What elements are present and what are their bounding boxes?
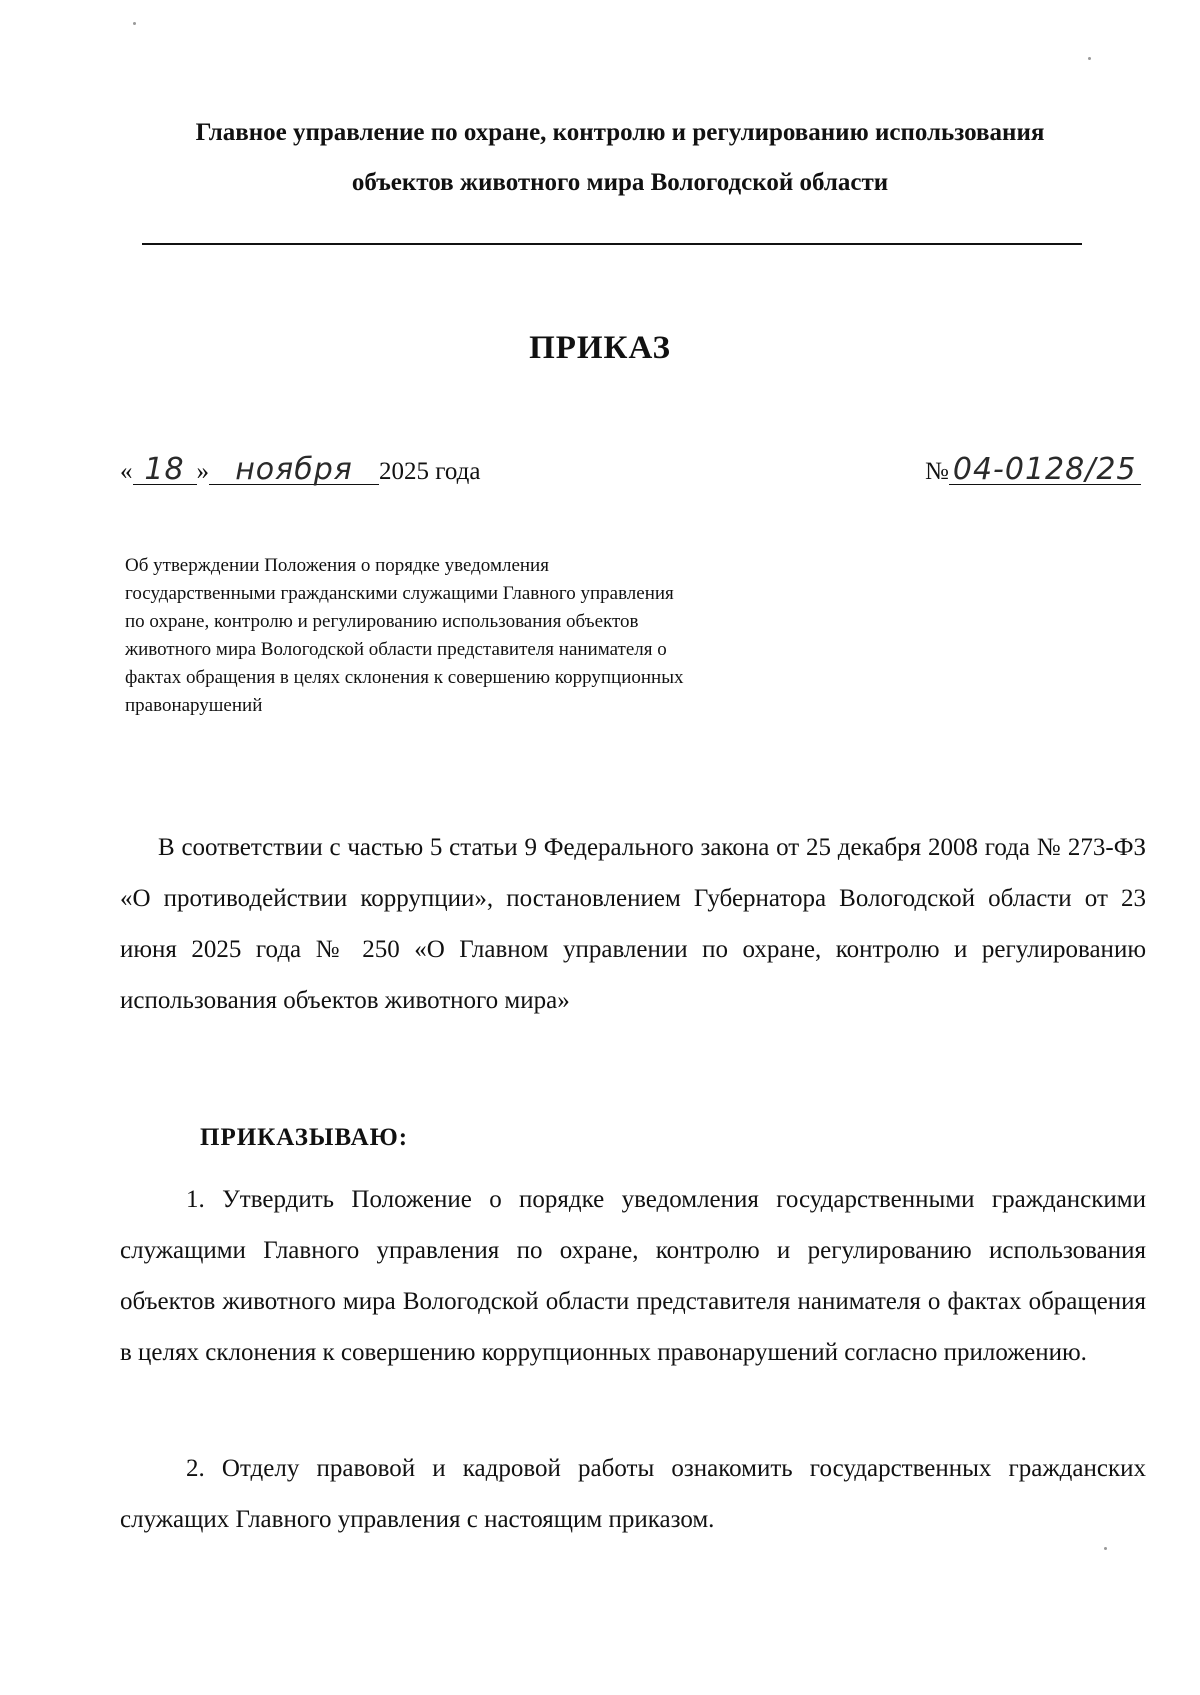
date-open-quote: « xyxy=(120,458,133,485)
scan-speck xyxy=(1104,1547,1107,1550)
order-item-2: 2. Отделу правовой и кадровой работы ознакомить государственных гражданских служащих Главного управления с настоящим приказом. xyxy=(120,1455,1146,1533)
issuing-authority: Главное управление по охране, контролю и регулированию использования объектов животного мира Вологодской области xyxy=(195,119,1045,196)
order-subject: Об утверждении Положения о порядке уведомления государственными гражданскими служащими Главного управления по охране, контролю и регулированию использования объектов животного мира Вологодской области представителя нанимателя о фактах обращения в целях склонения к совершению коррупционных правонарушений xyxy=(125,555,684,716)
date-day-handwritten: 18 xyxy=(133,456,197,485)
scan-speck xyxy=(133,22,136,25)
scan-speck xyxy=(1088,57,1091,60)
document-title: ПРИКАЗ xyxy=(529,330,671,366)
order-date xyxy=(120,452,481,487)
order-number xyxy=(925,452,1141,487)
header-divider xyxy=(142,243,1082,245)
number-prefix: № xyxy=(925,458,949,485)
legal-basis-paragraph: В соответствии с частью 5 статьи 9 Федерального закона от 25 декабря 2008 года № 273-ФЗ «О противодействии коррупции», постановлением Губернатора Вологодской области от 23 июня 2025 года № 250 «О Главном управлении по охране, контролю и регулированию использования объектов животного мира» xyxy=(120,834,1146,1014)
date-month-handwritten: ноября xyxy=(209,456,379,485)
date-year: 2025 года xyxy=(379,458,481,485)
order-item-1: 1. Утвердить Положение о порядке уведомления государственными гражданскими служащими Главного управления по охране, контролю и регулированию использования объектов животного мира Вологодской области представителя нанимателя о фактах обращения в целях склонения к совершению коррупционных правонарушений согласно приложению. xyxy=(120,1186,1146,1366)
number-value-handwritten: 04-0128/25 xyxy=(949,456,1141,485)
order-directive-heading: ПРИКАЗЫВАЮ: xyxy=(200,1124,409,1151)
date-close-quote: » xyxy=(196,458,209,485)
